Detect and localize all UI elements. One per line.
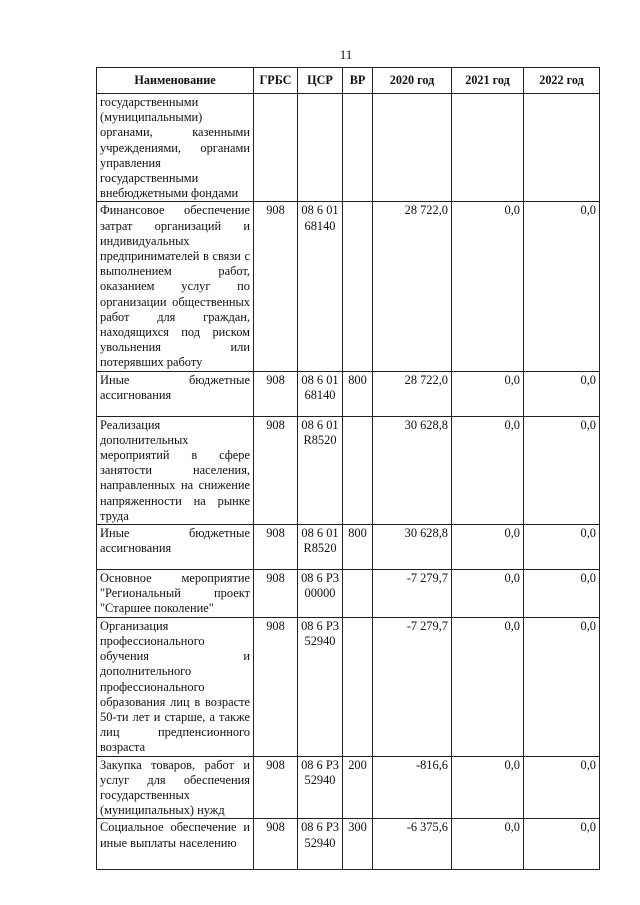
- table-row: [97, 202, 600, 371]
- table-row: [97, 617, 600, 756]
- row-name: Иные бюджетные ассигнования: [97, 371, 254, 416]
- table-row: [97, 416, 600, 524]
- row-2021: 0,0: [452, 756, 524, 819]
- row-vr: [343, 570, 373, 618]
- row-vr: 800: [343, 371, 373, 416]
- row-vr: [343, 202, 373, 371]
- row-grbs: 908: [254, 617, 298, 756]
- row-name: Социальное обеспечение и иные выплаты населению: [97, 819, 254, 870]
- budget-table: [96, 67, 600, 870]
- row-csr: 08 6 P3 00000: [298, 570, 343, 618]
- row-2020: [373, 94, 452, 202]
- header-2021: 2021 год: [452, 68, 524, 94]
- row-2020: -816,6: [373, 756, 452, 819]
- row-grbs: 908: [254, 756, 298, 819]
- row-2022: 0,0: [524, 819, 600, 870]
- row-grbs: 908: [254, 202, 298, 371]
- row-2020: 30 628,8: [373, 525, 452, 570]
- row-2022: 0,0: [524, 202, 600, 371]
- row-grbs: 908: [254, 819, 298, 870]
- row-csr: 08 6 P3 52940: [298, 617, 343, 756]
- row-2021: 0,0: [452, 416, 524, 524]
- page-number: 11: [339, 47, 353, 62]
- table-row: [97, 94, 600, 202]
- header-vr: ВР: [343, 68, 373, 94]
- row-name: Финансовое обеспечение затрат организаций и индивидуальных предпринимателей в связи с выполнением работ, оказанием услуг по организации общественных работ для граждан, находящихся под риском увольнения или потерявших работу: [97, 202, 254, 371]
- row-2022: 0,0: [524, 756, 600, 819]
- row-2021: 0,0: [452, 617, 524, 756]
- row-vr: 200: [343, 756, 373, 819]
- row-2022: [524, 94, 600, 202]
- row-csr: 08 6 01 R8520: [298, 525, 343, 570]
- row-csr: [298, 94, 343, 202]
- row-name: Реализация дополнительных мероприятий в сфере занятости населения, направленных на снижение напряженности на рынке труда: [97, 416, 254, 524]
- row-2021: 0,0: [452, 570, 524, 618]
- row-csr: 08 6 01 R8520: [298, 416, 343, 524]
- header-name: Наименование: [97, 68, 254, 94]
- header-grbs: ГРБС: [254, 68, 298, 94]
- row-name: Основное мероприятие "Региональный проект "Старшее поколение": [97, 570, 254, 618]
- row-grbs: 908: [254, 570, 298, 618]
- row-2022: 0,0: [524, 525, 600, 570]
- row-2021: 0,0: [452, 202, 524, 371]
- table-row: [97, 525, 600, 570]
- row-csr: 08 6 P3 52940: [298, 756, 343, 819]
- row-2020: 28 722,0: [373, 202, 452, 371]
- table-row: [97, 371, 600, 416]
- row-vr: 800: [343, 525, 373, 570]
- row-csr: 08 6 01 68140: [298, 371, 343, 416]
- header-2020: 2020 год: [373, 68, 452, 94]
- row-vr: [343, 617, 373, 756]
- row-name: государственными (муниципальными) органами, казенными учреждениями, органами управления государственными внебюджетными фондами: [97, 94, 254, 202]
- row-2021: [452, 94, 524, 202]
- row-grbs: 908: [254, 416, 298, 524]
- table-header-row: [97, 68, 600, 94]
- row-name: Иные бюджетные ассигнования: [97, 525, 254, 570]
- row-vr: [343, 416, 373, 524]
- row-grbs: 908: [254, 525, 298, 570]
- row-2022: 0,0: [524, 617, 600, 756]
- row-2021: 0,0: [452, 819, 524, 870]
- row-2020: -7 279,7: [373, 570, 452, 618]
- row-2020: 28 722,0: [373, 371, 452, 416]
- row-grbs: 908: [254, 371, 298, 416]
- row-2021: 0,0: [452, 525, 524, 570]
- row-2020: -7 279,7: [373, 617, 452, 756]
- row-vr: [343, 94, 373, 202]
- row-2022: 0,0: [524, 416, 600, 524]
- table-row: [97, 756, 600, 819]
- row-2022: 0,0: [524, 570, 600, 618]
- row-name: Организация профессионального обучения и дополнительного профессионального образования лиц в возрасте 50-ти лет и старше, а также лиц предпенсионного возраста: [97, 617, 254, 756]
- header-csr: ЦСР: [298, 68, 343, 94]
- row-2020: 30 628,8: [373, 416, 452, 524]
- row-vr: 300: [343, 819, 373, 870]
- row-2020: -6 375,6: [373, 819, 452, 870]
- row-2022: 0,0: [524, 371, 600, 416]
- row-csr: 08 6 01 68140: [298, 202, 343, 371]
- table-row: [97, 570, 600, 618]
- table-row: [97, 819, 600, 870]
- header-2022: 2022 год: [524, 68, 600, 94]
- row-2021: 0,0: [452, 371, 524, 416]
- row-csr: 08 6 P3 52940: [298, 819, 343, 870]
- row-name: Закупка товаров, работ и услуг для обеспечения государственных (муниципальных) нужд: [97, 756, 254, 819]
- row-grbs: [254, 94, 298, 202]
